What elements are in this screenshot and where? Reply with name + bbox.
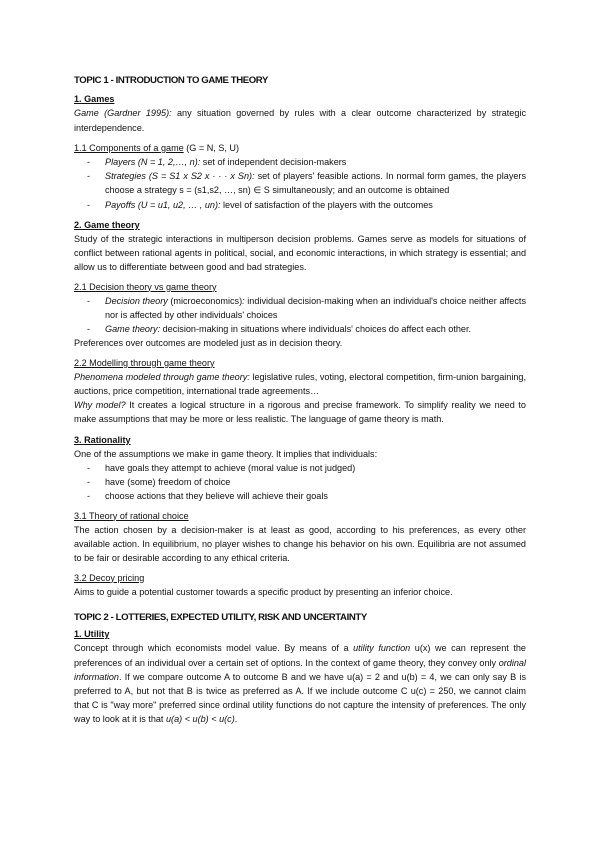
list-item: - have goals they attempt to achieve (moral value is not judged): [74, 461, 526, 475]
why-model-text: It creates a logical structure in a rigorous and precise framework. To simplify reality we need to make assumptions that may be more or less realistic. The language of game theory is math.: [74, 400, 526, 425]
game-theory-intro: Study of the strategic interactions in multiperson decision problems. Games serve as models for situations of conflict between rational agents in political, social, and economic interactions, in which strategy is essential; and allow us to differentiate between good and bad strategies.: [74, 234, 526, 273]
list-item: [74, 155, 526, 169]
utility-ordering: u(a) < u(b) < u(c): [166, 714, 235, 725]
components-heading: 1.1 Components of a game: [74, 142, 184, 153]
component-term: Players (N = 1, 2,…, n):: [105, 157, 201, 168]
components-heading-tail: (G = N, S, U): [183, 142, 240, 153]
topic-2-title: TOPIC 2 - LOTTERIES, EXPECTED UTILITY, RISK AND UNCERTAINTY: [74, 611, 367, 623]
utility-text-2: u(x) we can represent the preferences of an individual over a certain set of options. In the context of game theory, they convey only: [74, 643, 526, 668]
component-text: set of players' feasible actions. In normal form games, the players choose a strategy s = (s1,s2, …, sn) ∈ S simultaneously; and an outcome is obtained: [105, 171, 527, 196]
game-definition-text: any situation governed by rules with a clear outcome characterized by strategic interdependence.: [74, 108, 526, 133]
why-model-paragraph: [74, 398, 526, 426]
decision-list: [74, 294, 526, 337]
component-term: Payoffs (U = u1, u2, … , un):: [105, 199, 221, 210]
phenomena-text: legislative rules, voting, electoral competition, firm-union bargaining, auctions, price competition, international trade agreements…: [74, 371, 526, 397]
phenomena-term: Phenomena modeled through game theory:: [74, 371, 250, 382]
list-item: - have (some) freedom of choice: [74, 475, 526, 489]
list-item: [74, 322, 526, 336]
games-heading: 1. Games: [74, 94, 115, 105]
modelling-heading: 2.2 Modelling through game theory: [74, 357, 215, 368]
phenomena-paragraph: [74, 370, 526, 398]
rationality-heading: 3. Rationality: [74, 434, 131, 445]
rational-choice-heading: 3.1 Theory of rational choice: [74, 510, 189, 521]
decision-colon: :: [242, 295, 245, 306]
ordinal-information-term: ordinal information: [74, 657, 526, 682]
game-definition-term: Game (Gardner 1995):: [74, 108, 172, 119]
list-item: [74, 198, 526, 212]
decoy-pricing-heading: 3.2 Decoy pricing: [74, 572, 145, 583]
decision-note: Preferences over outcomes are modeled just as in decision theory.: [74, 338, 343, 349]
list-item: [74, 294, 526, 322]
components-list: [74, 155, 526, 212]
rational-choice-text: The action chosen by a decision-maker is at least as good, according to his preferences, as every other available action. In equilibrium, no player wishes to change his behavior on his own. Equilibria are not assumed to be fair or desirable according to any ethical criteria.: [74, 524, 526, 564]
components-heading-line: [74, 141, 526, 155]
why-model-term: Why model?: [74, 400, 126, 411]
decoy-pricing-text: Aims to guide a potential customer towards a specific product by presenting an inferior choice.: [74, 586, 453, 597]
decision-mid: (microeconomics): [167, 295, 243, 306]
decision-term: Game theory:: [105, 324, 161, 335]
decision-text: individual decision-making when an individual's choice neither affects nor is affected by other individuals' choices: [105, 295, 526, 321]
utility-paragraph: [74, 641, 526, 726]
utility-text-3: . If we compare outcome A to outcome B and we have u(a) = 2 and u(b) = 4, we can only say B is preferred to A, but not that B is twice as preferred as A. If we include outcome C u(c) = 250, we cannot claim that C is "way more" preferred since ordinal utility functions do not capture the intensity of preferences. The only way to look at it is that: [74, 671, 526, 725]
game-theory-heading: 2. Game theory: [74, 219, 140, 230]
decision-term: Decision theory: [105, 295, 168, 306]
utility-text-1: Concept through which economists model value. By means of a: [74, 643, 354, 654]
decision-text: decision-making in situations where individuals' choices do affect each other.: [160, 324, 472, 335]
topic-1-title: TOPIC 1 - INTRODUCTION TO GAME THEORY: [74, 75, 268, 86]
rationality-intro: One of the assumptions we make in game theory. It implies that individuals:: [74, 448, 378, 459]
list-item: - choose actions that they believe will achieve their goals: [74, 489, 526, 503]
document-page: [74, 74, 526, 727]
utility-heading: 1. Utility: [74, 629, 110, 640]
component-term: Strategies (S = S1 x S2 x · · · x Sn):: [105, 171, 255, 182]
component-text: set of independent decision-makers: [200, 157, 347, 168]
component-text: level of satisfaction of the players with the outcomes: [220, 199, 433, 210]
game-definition: [74, 106, 526, 134]
rationality-list: [74, 461, 526, 504]
decision-theory-heading: 2.1 Decision theory vs game theory: [74, 281, 217, 292]
utility-function-term: utility function: [353, 643, 411, 654]
list-item: [74, 169, 526, 197]
utility-text-end: .: [234, 714, 238, 725]
